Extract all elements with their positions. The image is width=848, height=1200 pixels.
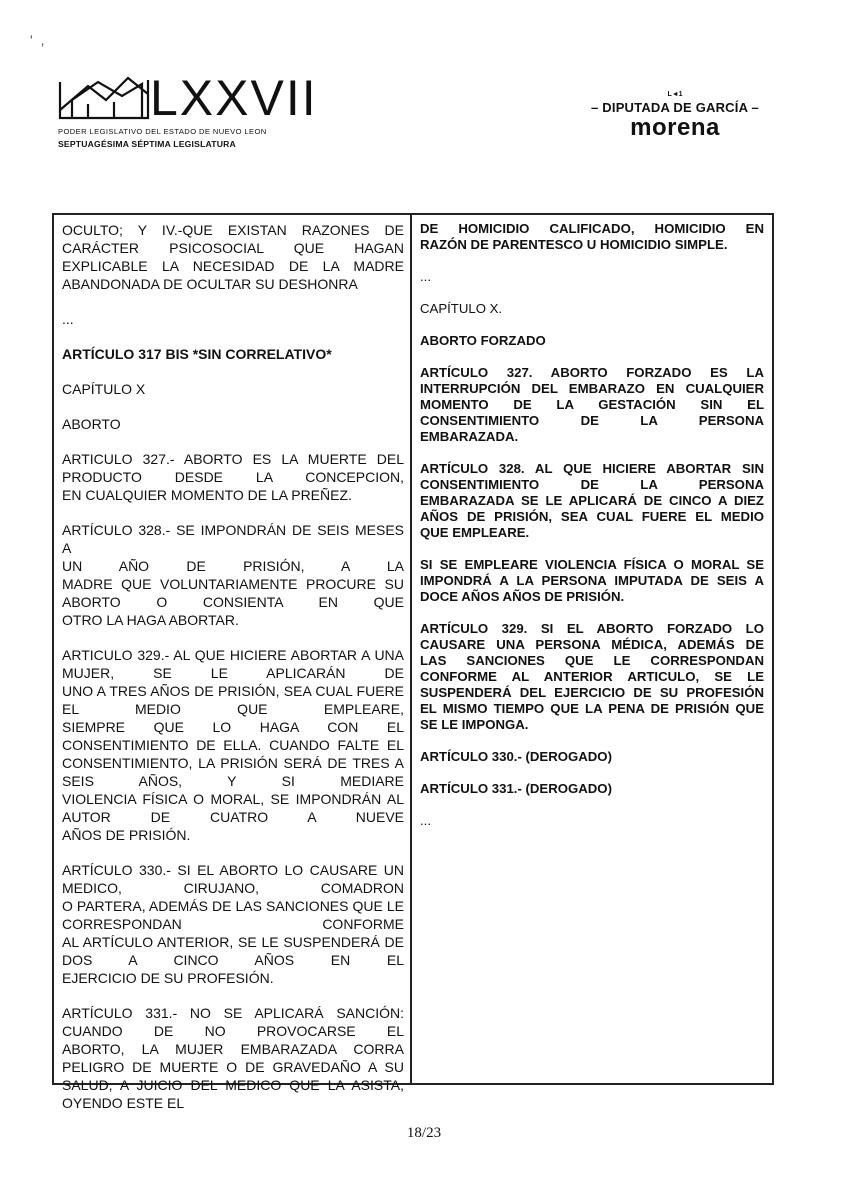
text-line: ARTÍCULO 330.- SI EL ABORTO LO CAUSARE UN: [62, 862, 404, 878]
current-law-column: [62, 221, 404, 1129]
text-line: ABORTO O CONSIENTA EN QUE: [62, 594, 404, 610]
text-line: ...: [420, 813, 431, 828]
paragraph: [420, 333, 764, 349]
paragraph: [420, 461, 764, 541]
paragraph: [420, 557, 764, 605]
institution-name: PODER LEGISLATIVO DEL ESTADO DE NUEVO LEON: [58, 127, 267, 136]
comparison-table: [52, 213, 774, 1111]
page-number: 18/23: [406, 1125, 442, 1141]
legislature-number: LXXVII: [150, 70, 318, 126]
text-line: ABORTO FORZADO: [420, 333, 546, 348]
text-line: ARTÍCULO 328.- SE IMPONDRÁN DE SEIS MESES A: [62, 522, 404, 556]
text-line: PRODUCTO DESDE LA CONCEPCION,: [62, 469, 404, 485]
text-line: VIOLENCIA FÍSICA O MORAL, SE IMPONDRÁN AL: [62, 791, 404, 807]
corner-marks: ' ,: [30, 32, 47, 48]
text-line: MUJER, SE LE APLICARÁN DE: [62, 665, 404, 681]
text-line: UNO A TRES AÑOS DE PRISIÓN, SEA CUAL FUERE: [62, 683, 404, 699]
text-line: ARTÍCULO 327. ABORTO FORZADO ES LA: [420, 365, 764, 380]
text-line: EMBARAZADA.: [420, 429, 519, 444]
text-line: EXPLICABLE LA NECESIDAD DE LA MADRE: [62, 258, 404, 274]
text-line: AUTOR DE CUATRO A NUEVE: [62, 809, 404, 825]
text-line: ARTÍCULO 328. AL QUE HICIERE ABORTAR SIN: [420, 461, 764, 476]
paragraph: [62, 221, 404, 293]
text-line: SUSPENDERÁ DEL EJERCICIO DE SU PROFESIÓN: [420, 685, 764, 700]
paragraph: [62, 646, 404, 844]
text-line: CONSENTIMIENTO DE ELLA. CUANDO FALTE EL: [62, 737, 404, 753]
paragraph: [420, 749, 764, 765]
text-line: EL MEDIO QUE EMPLEARE,: [62, 701, 404, 717]
text-line: MOMENTO DE LA GESTACIÓN SIN EL: [420, 397, 764, 412]
party-name: morena: [630, 114, 720, 141]
paragraph: [420, 813, 764, 829]
text-line: ARTÍCULO 317 BIS *SIN CORRELATIVO*: [62, 346, 332, 362]
text-line: OCULTO; Y IV.-QUE EXISTAN RAZONES DE: [62, 222, 404, 238]
text-line: EL MISMO TIEMPO QUE LA PENA DE PRISIÓN QUE: [420, 701, 764, 716]
text-line: UN AÑO DE PRISIÓN, A LA: [62, 558, 404, 574]
text-line: CORRESPONDAN CONFORME: [62, 916, 404, 932]
paragraph: [420, 621, 764, 733]
text-line: CONSENTIMIENTO DE LA PERSONA: [420, 477, 764, 492]
paragraph: [62, 450, 404, 504]
text-line: ABORTO, LA MUJER EMBARAZADA CORRA: [62, 1041, 404, 1057]
text-line: ...: [62, 311, 74, 327]
paragraph: [62, 521, 404, 629]
congress-building-icon: [58, 74, 150, 120]
text-line: OYENDO ESTE EL: [62, 1095, 185, 1111]
paragraph: [62, 380, 404, 398]
text-line: PELIGRO DE MUERTE O DE GRAVEDAÑO A SU: [62, 1059, 404, 1075]
proposed-law-column: [420, 221, 764, 845]
text-line: ARTICULO 329.- AL QUE HICIERE ABORTAR A UNA: [62, 647, 404, 663]
text-line: INTERRUPCIÓN DEL EMBARAZO EN CUALQUIER: [420, 381, 764, 396]
text-line: CAPÍTULO X: [62, 381, 146, 397]
text-line: SEIS AÑOS, Y SI MEDIARE: [62, 773, 404, 789]
text-line: CAPÍTULO X.: [420, 301, 503, 316]
text-line: RAZÓN DE PARENTESCO U HOMICIDIO SIMPLE.: [420, 237, 728, 252]
text-line: ...: [420, 269, 431, 284]
text-line: OTRO LA HAGA ABORTAR.: [62, 612, 239, 628]
text-line: EN CUALQUIER MOMENTO DE LA PREÑEZ.: [62, 487, 352, 503]
paragraph: [62, 415, 404, 433]
column-divider: [410, 215, 412, 1083]
text-line: MADRE QUE VOLUNTARIAMENTE PROCURE SU: [62, 576, 404, 592]
text-line: QUE EMPLEARE.: [420, 525, 530, 540]
text-line: SE LE IMPONGA.: [420, 717, 529, 732]
paragraph: [62, 345, 404, 363]
text-line: DOCE AÑOS AÑOS DE PRISIÓN.: [420, 589, 625, 604]
text-line: DE HOMICIDIO CALIFICADO, HOMICIDIO EN: [420, 221, 764, 236]
paragraph: [62, 861, 404, 987]
paragraph: [420, 269, 764, 285]
text-line: AÑOS DE PRISIÓN.: [62, 827, 191, 843]
text-line: CARÁCTER PSICOSOCIAL QUE HAGAN: [62, 240, 404, 256]
paragraph: [420, 781, 764, 797]
legislature-name: SEPTUAGÉSIMA SÉPTIMA LEGISLATURA: [58, 139, 236, 149]
text-line: ARTÍCULO 330.- (DEROGADO): [420, 749, 612, 764]
text-line: ARTICULO 327.- ABORTO ES LA MUERTE DEL: [62, 451, 404, 467]
text-line: ABORTO: [62, 416, 121, 432]
text-line: CUANDO DE NO PROVOCARSE EL: [62, 1023, 404, 1039]
text-line: ARTÍCULO 331.- NO SE APLICARÁ SANCIÓN:: [62, 1005, 404, 1021]
text-line: SI SE EMPLEARE VIOLENCIA FÍSICA O MORAL SE: [420, 557, 764, 572]
text-line: LAS SANCIONES QUE LE CORRESPONDAN: [420, 653, 764, 668]
paragraph: [420, 301, 764, 317]
party-logo: [575, 90, 775, 140]
text-line: CONSENTIMIENTO DE LA PERSONA: [420, 413, 764, 428]
text-line: CONSENTIMIENTO, LA PRISIÓN SERÁ DE TRES A: [62, 755, 404, 771]
text-line: EMBARAZADA SE LE APLICARÁ DE CINCO A DIEZ: [420, 493, 764, 508]
small-mark: L◄1: [667, 91, 683, 98]
paragraph: [62, 310, 404, 328]
text-line: CAUSARE UNA PERSONA MÉDICA, ADEMÁS DE: [420, 637, 764, 652]
text-line: O PARTERA, ADEMÁS DE LAS SANCIONES QUE LE: [62, 898, 404, 914]
deputy-title: – DIPUTADA DE GARCÍA –: [591, 100, 759, 115]
text-line: AÑOS DE PRISIÓN, SEA CUAL FUERE EL MEDIO: [420, 509, 764, 524]
text-line: ARTÍCULO 329. SI EL ABORTO FORZADO LO: [420, 621, 764, 636]
paragraph: [62, 1004, 404, 1112]
text-line: SALUD, A JUICIO DEL MEDICO QUE LA ASISTA,: [62, 1077, 404, 1093]
text-line: AL ARTÍCULO ANTERIOR, SE LE SUSPENDERÁ DE: [62, 934, 404, 950]
paragraph: [420, 221, 764, 253]
paragraph: [420, 365, 764, 445]
text-line: ARTÍCULO 331.- (DEROGADO): [420, 781, 612, 796]
text-line: SIEMPRE QUE LO HAGA CON EL: [62, 719, 404, 735]
text-line: MEDICO, CIRUJANO, COMADRON: [62, 880, 404, 896]
text-line: ABANDONADA DE OCULTAR SU DESHONRA: [62, 276, 358, 292]
text-line: IMPONDRÁ A LA PERSONA IMPUTADA DE SEIS A: [420, 573, 764, 588]
text-line: DOS A CINCO AÑOS EN EL: [62, 952, 404, 968]
text-line: EJERCICIO DE SU PROFESIÓN.: [62, 970, 274, 986]
text-line: CONFORME AL ANTERIOR ARTICULO, SE LE: [420, 669, 764, 684]
